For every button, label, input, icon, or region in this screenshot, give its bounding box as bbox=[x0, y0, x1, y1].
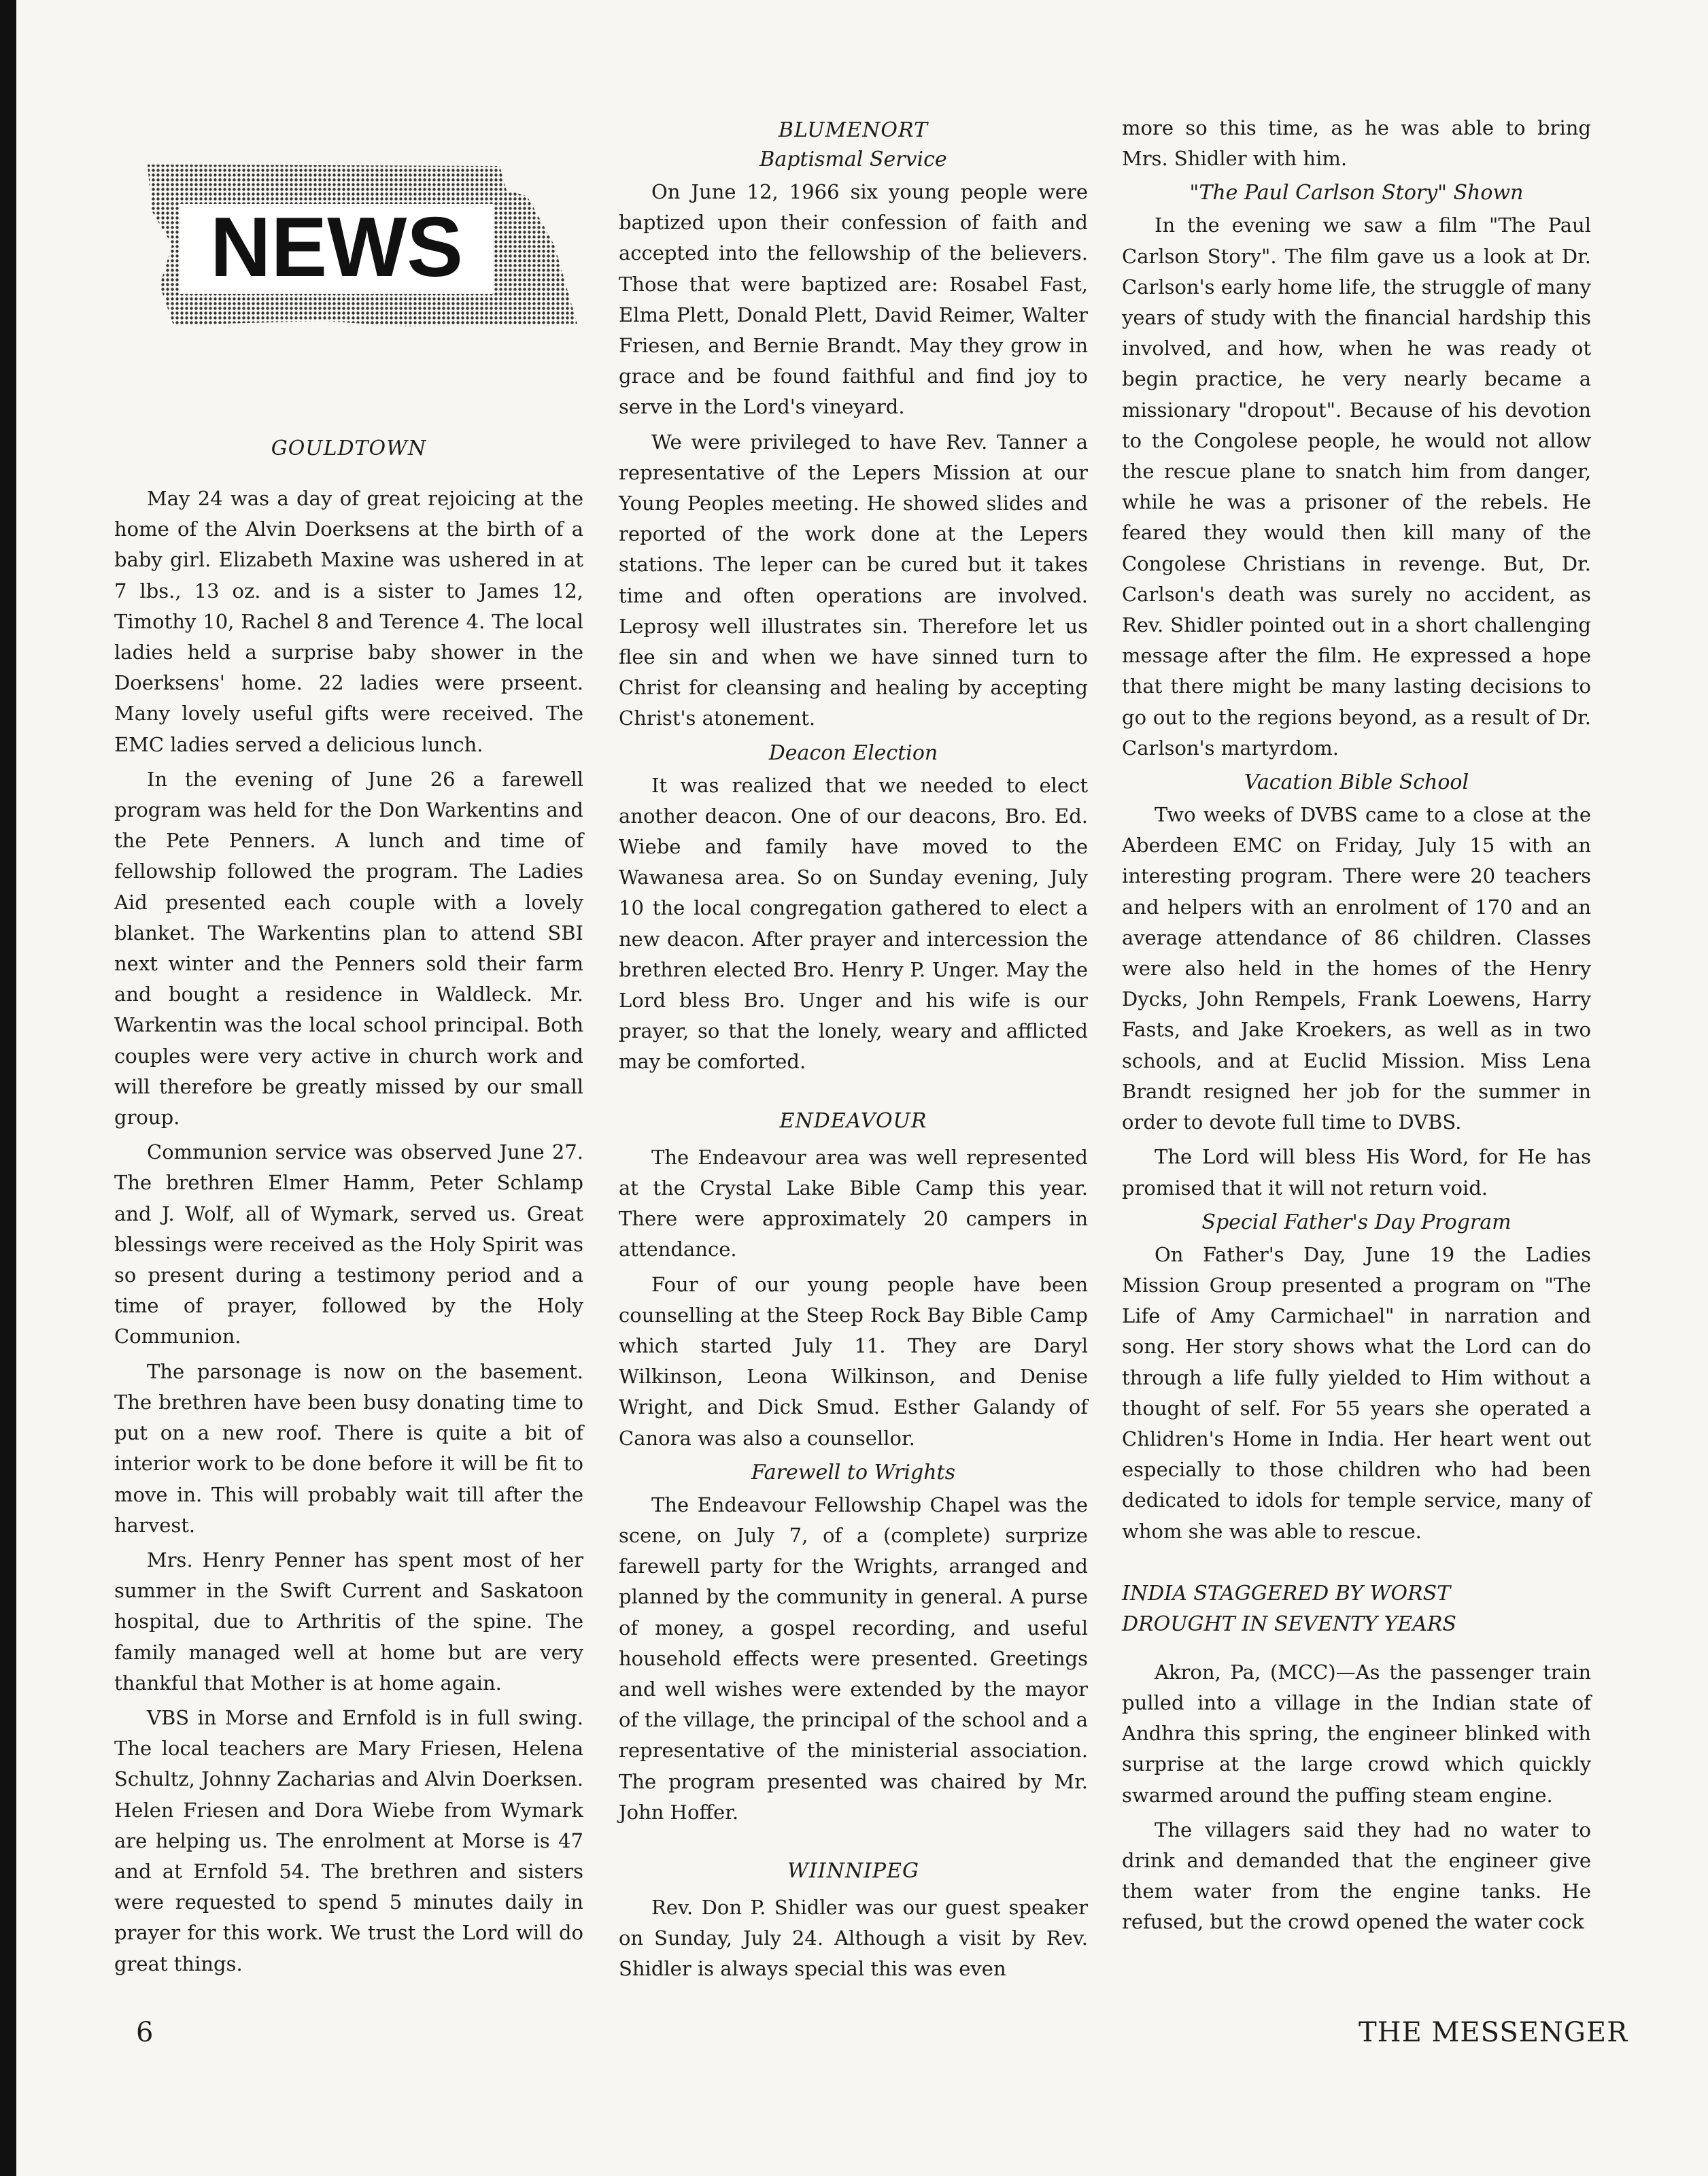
gouldtown-paragraph: May 24 was a day of great rejoicing at the home of the Alvin Doerksens at the birth of a baby girl. Elizabeth Maxine was ushered in at 7 lbs., 13 oz. and is a sister to James 12, Timothy 10, Rachel 8 and Terence 4. The local ladies held a surprise baby shower in the Doerksens' home. 22 ladies were prseent. Many lovely useful gifts were received. The EMC ladies served a delicious lunch. bbox=[114, 487, 583, 756]
blumenort-paragraph: We were privileged to have Rev. Tanner a representative of the Lepers Mission at our Young Peoples meeting. He showed slides and reported of the work done at the Lepers stations. The leper can be cured but it takes time and often operations are involved. Leprosy well illustrates sin. Therefore let us flee sin and when we have sinned turn to Christ for cleansing and healing by accepting Christ's atonement. bbox=[619, 430, 1088, 730]
fathers-day-paragraph: On Father's Day, June 19 the Ladies Mission Group presented a program on "The Life of Amy Carmichael" in narration and song. Her story shows what the Lord can do through a life fully yielded to Him without a thought of self. For 55 years she operated a Chlidren's Home in India. Her heart went out especially to those children who had been dedicated to idols for temple service, many of whom she was able to rescue. bbox=[1122, 1242, 1591, 1543]
column-1 bbox=[114, 0, 583, 1984]
news-label: NEWS bbox=[210, 201, 463, 294]
blumenort-paragraph: On June 12, 1966 six young people were baptized upon their confession of faith and accepted into the fellowship of the believers. Those that were baptized are: Rosabel Fast, Elma Plett, Donald Plett, David Reimer, Walter Friesen, and Bernie Brandt. May they grow in grace and be found faithful and find joy to serve in the Lord's vineyard. bbox=[619, 180, 1088, 419]
winnipeg-heading: WIINNIPEG bbox=[787, 1858, 919, 1883]
gouldtown-heading: GOULDTOWN bbox=[271, 437, 427, 460]
carlson-paragraph: In the evening we saw a film "The Paul Carlson Story". The film gave us a look at Dr. Carlson's early home life, the struggle of many years of study with the financial hardship this involved, and how, when he was ready ot begin practice, he very nearly became a missionary "dropout". Because of his devotion to the Congolese people, he would not allow the rescue plane to snatch him from danger, while he was a prisoner of the rebels. He feared they would then kill many of the Congolese Christians in revenge. But, Dr. Carlson's death was surely no accident, as Rev. Shidler pointed out in a short challenging message after the film. He expressed a hope that there might be many lasting decisions to go out to the regions beyond, as a result of Dr. Carlson's martyrdom. bbox=[1122, 214, 1591, 760]
india-headline bbox=[1122, 1578, 1591, 1639]
endeavour-paragraph: The Endeavour Fellowship Chapel was the scene, on July 7, of a (complete) surprize farewell party for the Wrights, arranged and planned by the community in general. A purse of money, a gospel recording, and useful household effects were presented. Greetings and well wishes were extended by the mayor of the village, the principal of the school and a representative of the ministerial association. The program presented was chaired by Mr. John Hoffer. bbox=[619, 1493, 1088, 1824]
vbs-subheading: Vacation Bible School bbox=[1244, 770, 1469, 795]
gouldtown-paragraph: Communion service was observed June 27. The brethren Elmer Hamm, Peter Schlamp and J. Wolf, all of Wymark, served us. Great blessings were received as the Holy Spirit was so present during a testimony period and a time of prayer, followed by the Holy Communion. bbox=[114, 1140, 583, 1348]
gouldtown-paragraph: The parsonage is now on the basement. The brethren have been busy donating time to put on a new roof. There is quite a bit of interior work to be done before it will be fit to move in. This will probably wait till after the harvest. bbox=[114, 1359, 583, 1537]
winnipeg-paragraph: Rev. Don P. Shidler was our guest speaker on Sunday, July 24. Although a visit by Rev. Shidler is always special this was even bbox=[619, 1895, 1088, 1981]
gouldtown-paragraph: In the evening of June 26 a farewell program was held for the Don Warkentins and the Pete Penners. A lunch and time of fellowship followed the program. The Ladies Aid presented each couple with a lovely blanket. The Warkentins plan to attend SBI next winter and the Penners sold their farm and bought a residence in Waldleck. Mr. Warkentin was the local school principal. Both couples were very active in church work and will therefore be greatly missed by our small group. bbox=[114, 767, 583, 1129]
gouldtown-paragraph: VBS in Morse and Ernfold is in full swing. The local teachers are Mary Friesen, Helena Schultz, Johnny Zacharias and Alvin Doerksen. Helen Friesen and Dora Wiebe from Wymark are helping us. The enrolment at Morse is 47 and at Ernfold 54. The brethren and sisters were requested to spend 5 minutes daily in prayer for this work. We trust the Lord will do great things. bbox=[114, 1705, 583, 1975]
india-paragraph: Akron, Pa, (MCC)—As the passenger train pulled into a village in the Indian state of Andhra this spring, the engineer blinked with surprise at the large crowd which quickly swarmed around the puffing steam engine. bbox=[1122, 1660, 1591, 1807]
winnipeg-continued-paragraph: more so this time, as he was able to bring Mrs. Shidler with him. bbox=[1122, 116, 1591, 171]
farewell-subheading: Farewell to Wrights bbox=[751, 1460, 955, 1484]
fathers-day-subheading: Special Father's Day Program bbox=[1201, 1210, 1511, 1234]
blumenort-paragraph: It was realized that we needed to elect another deacon. One of our deacons, Bro. Ed. Wiebe and family have moved to the Wawanesa area. So on Sunday evening, July 10 the local congregation gathered to elect a new deacon. After prayer and intercession the brethren elected Bro. Henry P. Unger. May the Lord bless Bro. Unger and his wife is our prayer, so that the lonely, weary and afflicted may be comforted. bbox=[619, 773, 1088, 1074]
vbs-paragraph: The Lord will bless His Word, for He has promised that it will not return void. bbox=[1122, 1145, 1591, 1200]
page-number: 6 bbox=[136, 2017, 154, 2048]
vbs-paragraph: Two weeks of DVBS came to a close at the Aberdeen EMC on Friday, July 15 with an interesting program. There were 20 teachers and helpers with an enrolment of 170 and an average attendance of 86 children. Classes were also held in the homes of the Henry Dycks, John Rempels, Frank Loewens, Harry Fasts, and Jake Kroekers, as well as in two schools, and at Euclid Mission. Miss Lena Brandt resigned her job for the summer in order to devote full time to DVBS. bbox=[1122, 803, 1591, 1134]
deacon-election-subheading: Deacon Election bbox=[768, 741, 938, 765]
gouldtown-paragraph: Mrs. Henry Penner has spent most of her summer in the Swift Current and Saskatoon hospital, due to Arthritis of the spine. The family managed well at home but are very thankful that Mother is at home again. bbox=[114, 1548, 583, 1695]
column-3 bbox=[1122, 0, 1591, 1942]
endeavour-paragraph: Four of our young people have been counselling at the Steep Rock Bay Bible Camp which started July 11. They are Daryl Wilkinson, Leona Wilkinson, and Denise Wright, and Dick Smud. Esther Galandy of Canora was also a counsellor. bbox=[619, 1272, 1088, 1450]
publication-name: THE MESSENGER bbox=[1359, 2017, 1628, 2048]
india-paragraph: The villagers said they had no water to drink and demanded that the engineer give them water from the engine tanks. He refused, but the crowd opened the water cock bbox=[1122, 1818, 1591, 1934]
endeavour-heading: ENDEAVOUR bbox=[779, 1108, 927, 1133]
blumenort-heading: BLUMENORT bbox=[778, 118, 929, 142]
india-headline-line: DROUGHT IN SEVENTY YEARS bbox=[1122, 1612, 1456, 1636]
endeavour-paragraph: The Endeavour area was well represented at the Crystal Lake Bible Camp this year. There were approximately 20 campers in attendance. bbox=[619, 1145, 1088, 1261]
carlson-story-subheading: "The Paul Carlson Story" Shown bbox=[1189, 181, 1524, 205]
india-headline-line: INDIA STAGGERED BY WORST bbox=[1122, 1581, 1451, 1605]
column-2 bbox=[619, 0, 1088, 1989]
baptismal-service-subheading: Baptismal Service bbox=[759, 148, 947, 171]
